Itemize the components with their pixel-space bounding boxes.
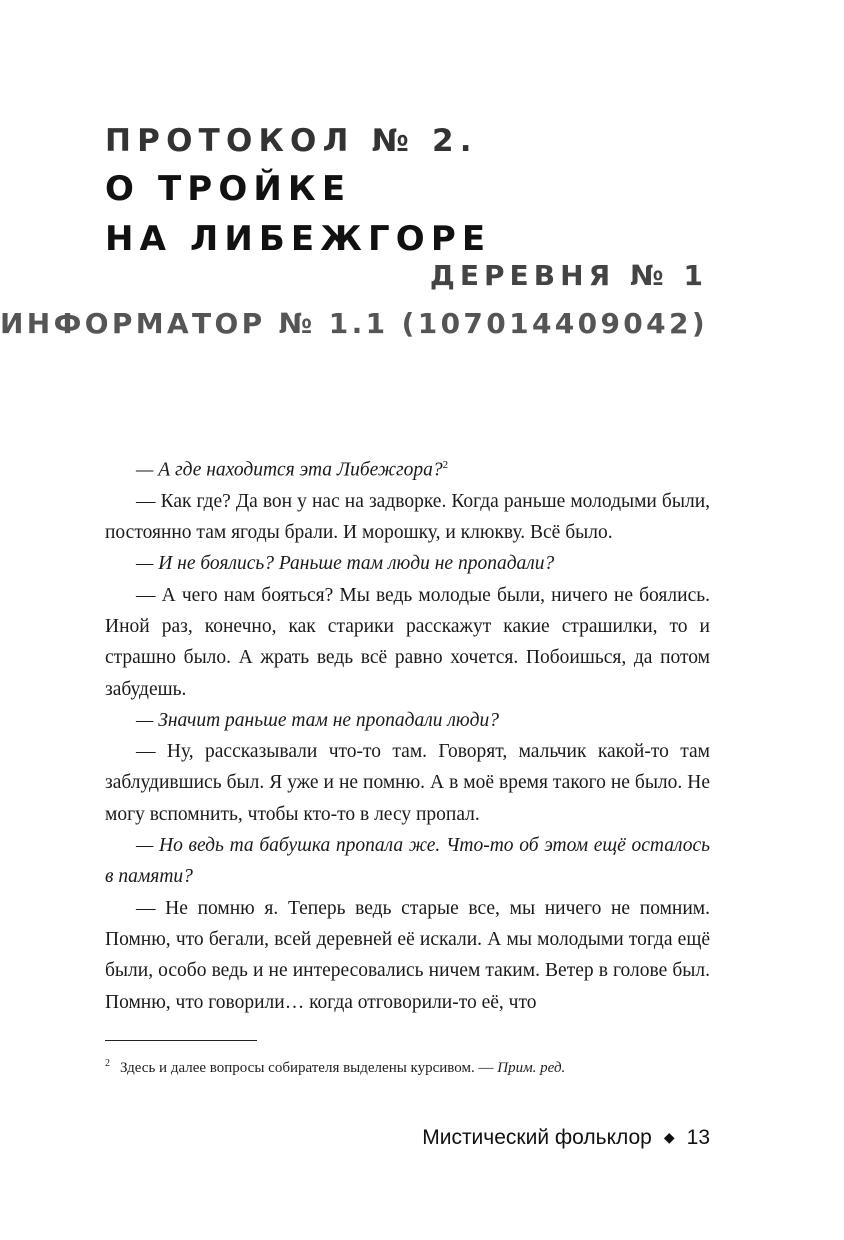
answer-paragraph: — Не помню я. Теперь ведь старые все, мы ничего не помним. Помню, что бегали, всей деревней её искали. А мы молодыми тогда ещё были, особо ведь и не интересовались ничем таким. Ветер в голове был. Помню, что говорили… когда отговорили-то её, что — [105, 897, 710, 1013]
interview-text — [105, 450, 710, 1018]
footnote-number: 2 — [105, 1058, 110, 1069]
question-paragraph: — Значит раньше там не пропадали люди? — [136, 709, 500, 731]
running-footer — [422, 1126, 710, 1150]
footnote — [105, 1054, 710, 1078]
question-text: — А где находится эта Либежгора? — [136, 459, 443, 481]
footnote-text: Здесь и далее вопросы собирателя выделены курсивом. — — [120, 1060, 494, 1076]
record-meta — [0, 252, 708, 348]
question-paragraph: — И не боялись? Раньше там люди не пропадали? — [136, 553, 555, 575]
chapter-title — [105, 118, 491, 264]
informant-label: ИНФОРМАТОР № 1.1 (107014409042) — [0, 307, 708, 340]
diamond-icon: ◆ — [663, 1129, 675, 1145]
question-paragraph — [105, 450, 710, 486]
page-number: 13 — [686, 1126, 710, 1149]
protocol-number: ПРОТОКОЛ № 2. — [105, 123, 478, 159]
answer-paragraph: — А чего нам бояться? Мы ведь молодые были, ничего не боялись. Иной раз, конечно, как старики расскажут какие страшилки, то и страшно было. А жрать ведь всё равно хочется. Побоишься, да потом забудешь. — [105, 584, 710, 700]
footnote-editor-note: Прим. ред. — [497, 1060, 566, 1076]
title-line-2: НА ЛИБЕЖГОРЕ — [105, 219, 492, 259]
book-title: Мистический фольклор — [422, 1126, 652, 1149]
footnote-ref: 2 — [442, 459, 449, 471]
title-line-1: О ТРОЙКЕ — [105, 169, 352, 209]
answer-paragraph: — Как где? Да вон у нас на задворке. Когда раньше молодыми были, постоянно там ягоды брали. И морошку, и клюкву. Всё было. — [105, 490, 710, 544]
question-paragraph: — Но ведь та бабушка пропала же. Что-то об этом ещё осталось в памяти? — [105, 835, 710, 888]
village-label: ДЕРЕВНЯ № 1 — [429, 259, 708, 292]
answer-paragraph: — Ну, рассказывали что-то там. Говорят, мальчик какой-то там заблудившись был. Я уже и не помню. А в моё время такого не было. Не могу вспомнить, чтобы кто-то в лесу пропал. — [105, 741, 710, 825]
footnote-divider — [105, 1040, 257, 1041]
